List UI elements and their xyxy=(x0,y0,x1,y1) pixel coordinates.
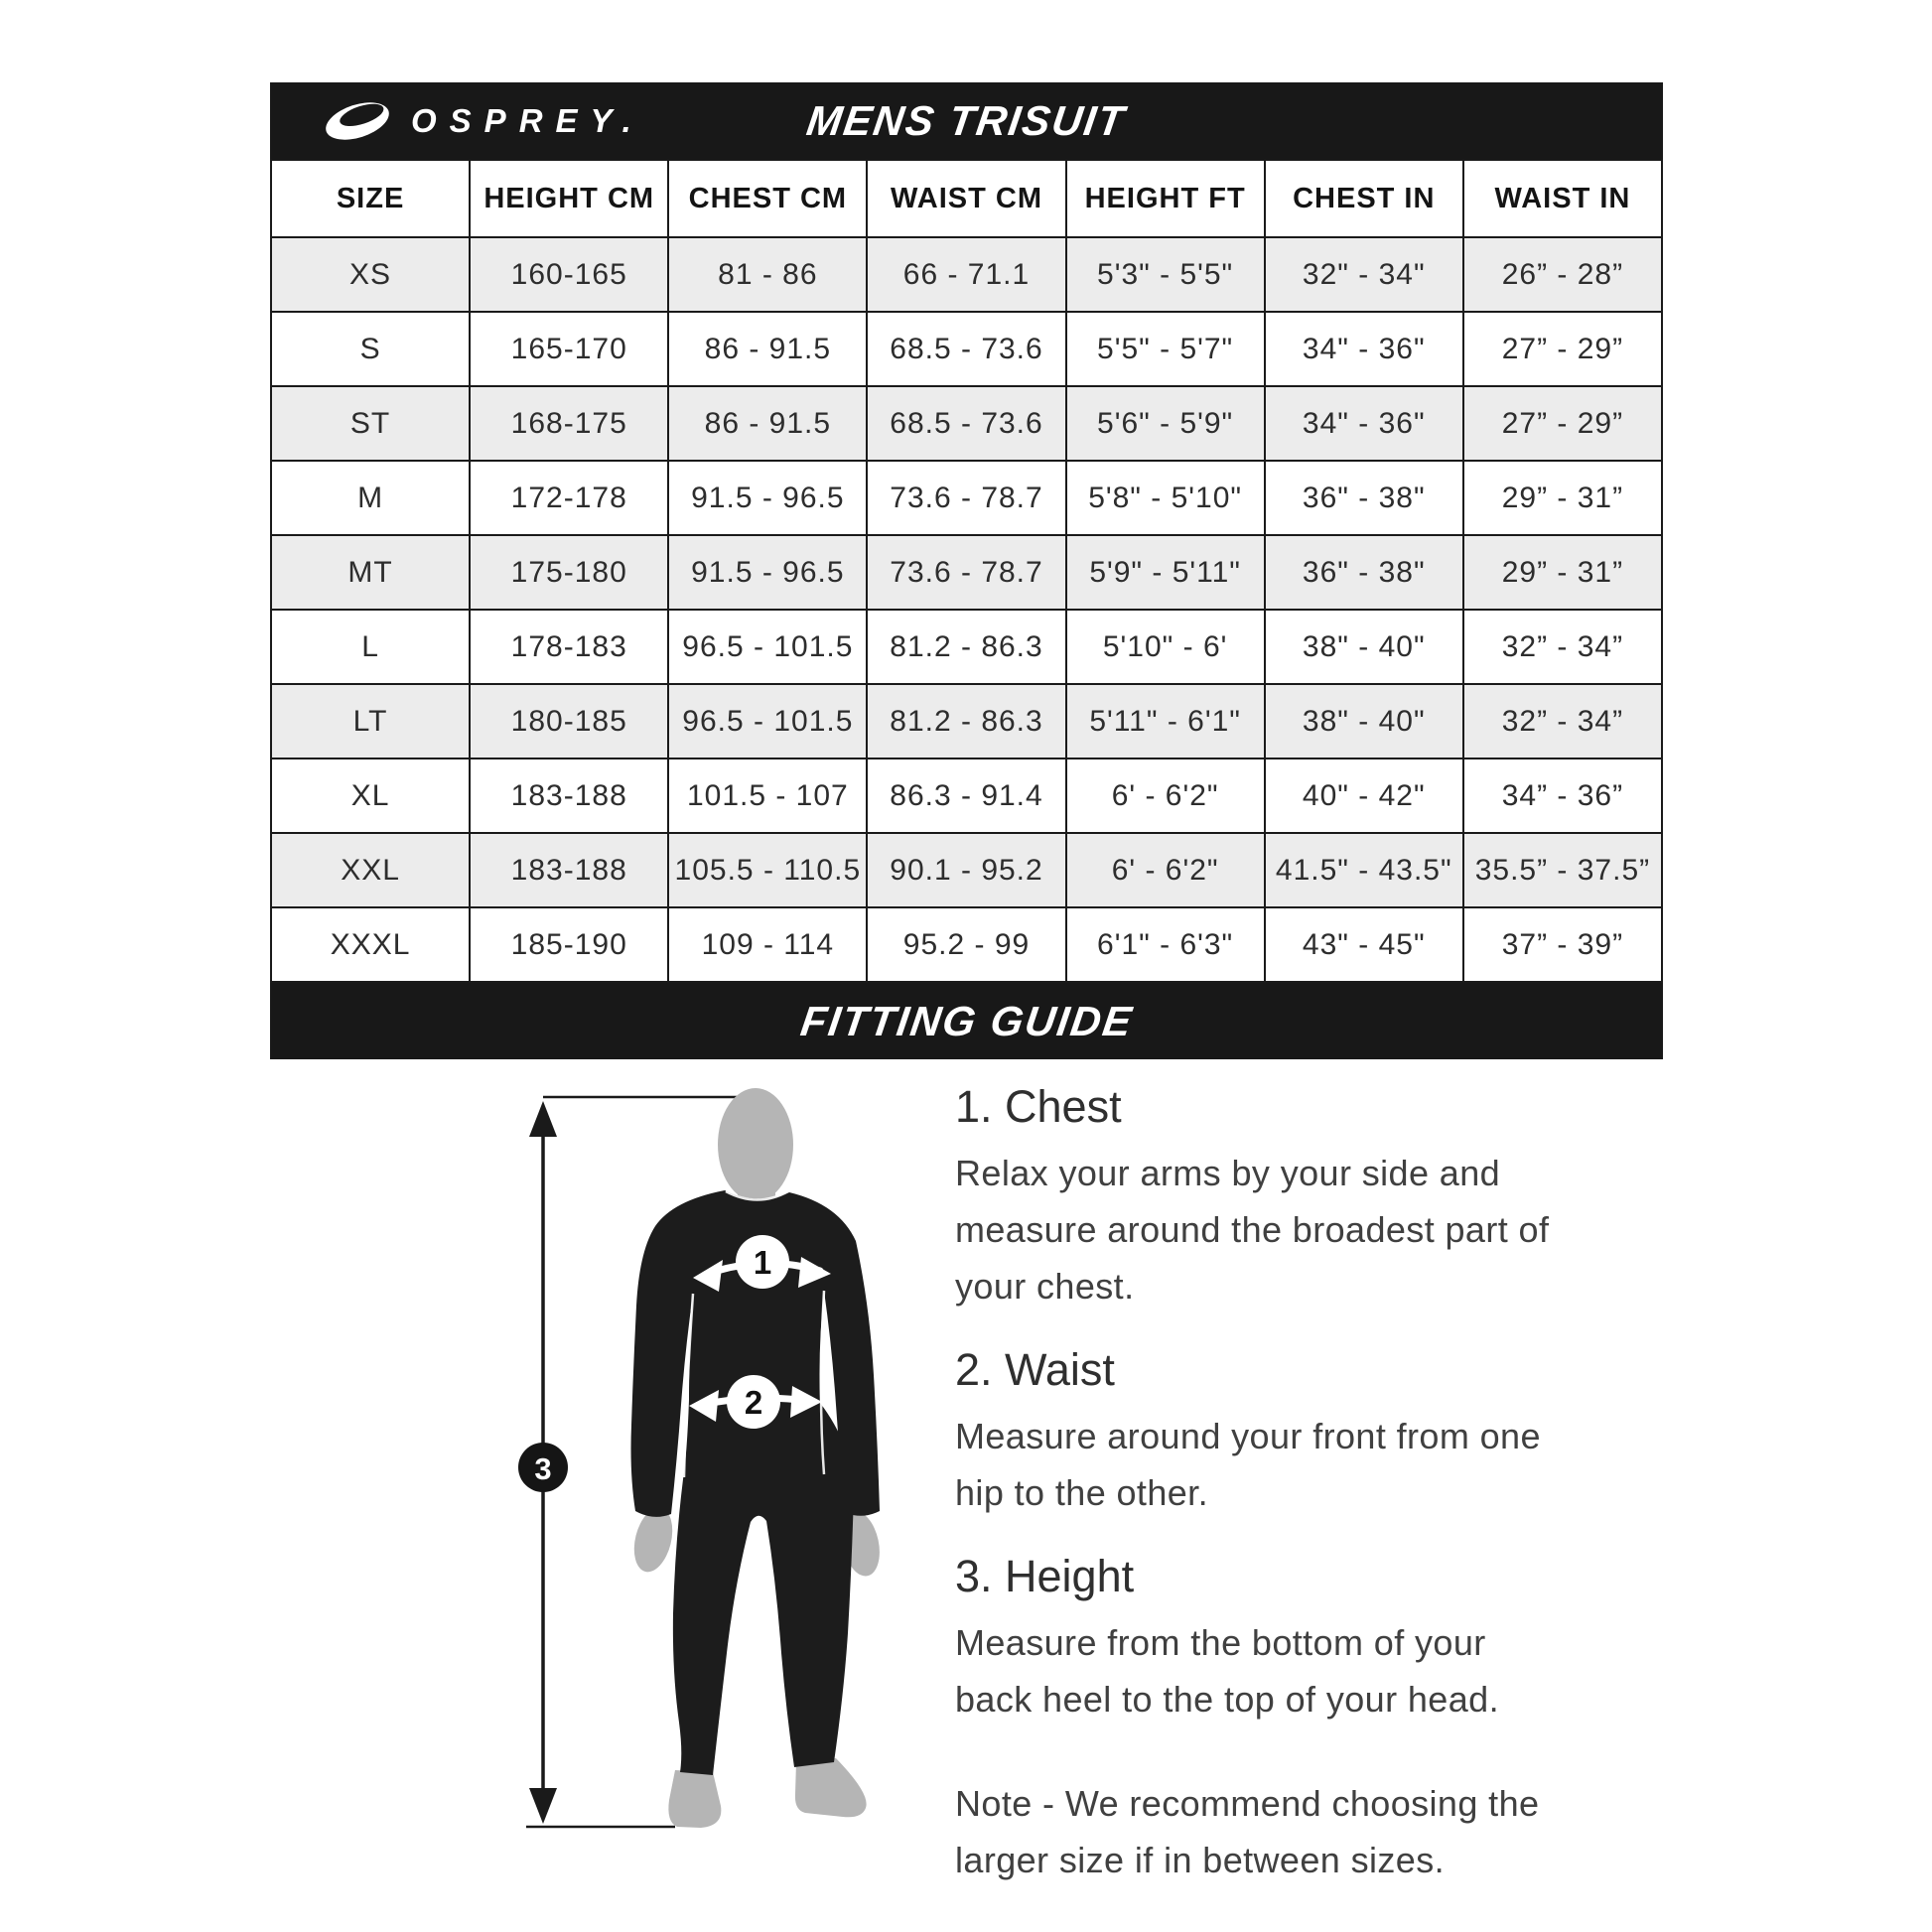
table-row xyxy=(271,386,1662,461)
value-cell: 32” - 34” xyxy=(1463,684,1662,759)
value-cell: 68.5 - 73.6 xyxy=(867,386,1065,461)
value-cell: 95.2 - 99 xyxy=(867,907,1065,982)
table-row xyxy=(271,907,1662,982)
value-cell: 40" - 42" xyxy=(1265,759,1463,833)
value-cell: 73.6 - 78.7 xyxy=(867,535,1065,610)
osprey-swoosh-icon xyxy=(322,99,395,143)
height-badge xyxy=(518,1443,568,1492)
value-cell: 86.3 - 91.4 xyxy=(867,759,1065,833)
table-row xyxy=(271,535,1662,610)
table-row xyxy=(271,312,1662,386)
value-cell: 183-188 xyxy=(470,833,668,907)
value-cell: 68.5 - 73.6 xyxy=(867,312,1065,386)
value-cell: 172-178 xyxy=(470,461,668,535)
arrow-up-head xyxy=(529,1101,557,1137)
column-header-6: WAIST IN xyxy=(1463,160,1662,237)
value-cell: 91.5 - 96.5 xyxy=(668,535,867,610)
size-cell: XXXL xyxy=(271,907,470,982)
size-cell: XXL xyxy=(271,833,470,907)
value-cell: 38" - 40" xyxy=(1265,684,1463,759)
column-header-5: CHEST IN xyxy=(1265,160,1463,237)
value-cell: 175-180 xyxy=(470,535,668,610)
fitting-guide-title: FITTING GUIDE xyxy=(797,997,1136,1044)
guide-paragraph-1: Relax your arms by your side and measure around the broadest part of your chest. xyxy=(955,1153,1550,1307)
value-cell: 34" - 36" xyxy=(1265,312,1463,386)
value-cell: 5'10" - 6' xyxy=(1066,610,1265,684)
column-header-0: SIZE xyxy=(271,160,470,237)
value-cell: 43" - 45" xyxy=(1265,907,1463,982)
value-cell: 6' - 6'2" xyxy=(1066,759,1265,833)
fitting-guide-bar xyxy=(270,983,1663,1059)
guide-paragraph-3: Measure from the bottom of your back heel to the top of your head. xyxy=(955,1622,1499,1720)
size-table-body xyxy=(271,237,1662,982)
value-cell: 86 - 91.5 xyxy=(668,386,867,461)
column-header-4: HEIGHT FT xyxy=(1066,160,1265,237)
size-table-head xyxy=(271,160,1662,237)
guide-note: Note - We recommend choosing the larger size if in between sizes. xyxy=(955,1783,1540,1880)
value-cell: 5'5" - 5'7" xyxy=(1066,312,1265,386)
value-cell: 160-165 xyxy=(470,237,668,312)
brand-name: OSPREY. xyxy=(411,101,644,139)
head xyxy=(718,1088,793,1201)
value-cell: 81.2 - 86.3 xyxy=(867,684,1065,759)
value-cell: 38" - 40" xyxy=(1265,610,1463,684)
table-header-bar xyxy=(270,82,1663,159)
size-chart-sheet xyxy=(270,82,1663,1059)
value-cell: 5'11" - 6'1" xyxy=(1066,684,1265,759)
value-cell: 81 - 86 xyxy=(668,237,867,312)
column-header-3: WAIST CM xyxy=(867,160,1065,237)
value-cell: 32" - 34" xyxy=(1265,237,1463,312)
table-row xyxy=(271,833,1662,907)
value-cell: 35.5” - 37.5” xyxy=(1463,833,1662,907)
size-cell: M xyxy=(271,461,470,535)
fitting-guide-figure xyxy=(427,1077,953,1891)
size-cell: MT xyxy=(271,535,470,610)
value-cell: 5'6" - 5'9" xyxy=(1066,386,1265,461)
value-cell: 26” - 28” xyxy=(1463,237,1662,312)
value-cell: 34" - 36" xyxy=(1265,386,1463,461)
table-title: MENS TRISUIT xyxy=(804,96,1130,144)
left-foot xyxy=(668,1770,721,1828)
value-cell: 29” - 31” xyxy=(1463,535,1662,610)
brand-logo xyxy=(322,82,644,159)
table-row xyxy=(271,610,1662,684)
guide-paragraph-2: Measure around your front from one hip to the other. xyxy=(955,1416,1541,1513)
value-cell: 5'3" - 5'5" xyxy=(1066,237,1265,312)
arrow-down-head xyxy=(529,1788,557,1824)
value-cell: 73.6 - 78.7 xyxy=(867,461,1065,535)
size-cell: XS xyxy=(271,237,470,312)
value-cell: 81.2 - 86.3 xyxy=(867,610,1065,684)
waist-label: 2 xyxy=(744,1384,763,1421)
value-cell: 105.5 - 110.5 xyxy=(668,833,867,907)
value-cell: 5'8" - 5'10" xyxy=(1066,461,1265,535)
value-cell: 168-175 xyxy=(470,386,668,461)
value-cell: 90.1 - 95.2 xyxy=(867,833,1065,907)
guide-heading-2: 2. Waist xyxy=(955,1344,1115,1395)
size-table xyxy=(270,159,1663,983)
header-row xyxy=(271,160,1662,237)
value-cell: 27” - 29” xyxy=(1463,386,1662,461)
column-header-1: HEIGHT CM xyxy=(470,160,668,237)
table-row xyxy=(271,759,1662,833)
value-cell: 86 - 91.5 xyxy=(668,312,867,386)
guide-heading-3: 3. Height xyxy=(955,1551,1135,1601)
table-row xyxy=(271,684,1662,759)
value-cell: 5'9" - 5'11" xyxy=(1066,535,1265,610)
value-cell: 91.5 - 96.5 xyxy=(668,461,867,535)
guide-heading-1: 1. Chest xyxy=(955,1081,1122,1132)
table-row xyxy=(271,461,1662,535)
value-cell: 165-170 xyxy=(470,312,668,386)
value-cell: 29” - 31” xyxy=(1463,461,1662,535)
size-cell: ST xyxy=(271,386,470,461)
value-cell: 178-183 xyxy=(470,610,668,684)
value-cell: 96.5 - 101.5 xyxy=(668,684,867,759)
value-cell: 96.5 - 101.5 xyxy=(668,610,867,684)
value-cell: 41.5" - 43.5" xyxy=(1265,833,1463,907)
chest-label: 1 xyxy=(753,1244,772,1281)
value-cell: 180-185 xyxy=(470,684,668,759)
value-cell: 66 - 71.1 xyxy=(867,237,1065,312)
height-label: 3 xyxy=(534,1451,552,1486)
value-cell: 109 - 114 xyxy=(668,907,867,982)
value-cell: 36" - 38" xyxy=(1265,535,1463,610)
value-cell: 34” - 36” xyxy=(1463,759,1662,833)
value-cell: 183-188 xyxy=(470,759,668,833)
value-cell: 6'1" - 6'3" xyxy=(1066,907,1265,982)
value-cell: 27” - 29” xyxy=(1463,312,1662,386)
value-cell: 37” - 39” xyxy=(1463,907,1662,982)
value-cell: 32” - 34” xyxy=(1463,610,1662,684)
size-cell: S xyxy=(271,312,470,386)
value-cell: 101.5 - 107 xyxy=(668,759,867,833)
value-cell: 185-190 xyxy=(470,907,668,982)
value-cell: 6' - 6'2" xyxy=(1066,833,1265,907)
table-row xyxy=(271,237,1662,312)
value-cell: 36" - 38" xyxy=(1265,461,1463,535)
column-header-2: CHEST CM xyxy=(668,160,867,237)
right-foot xyxy=(795,1758,867,1817)
size-cell: LT xyxy=(271,684,470,759)
guide-text xyxy=(955,1077,1551,1888)
size-cell: XL xyxy=(271,759,470,833)
size-cell: L xyxy=(271,610,470,684)
